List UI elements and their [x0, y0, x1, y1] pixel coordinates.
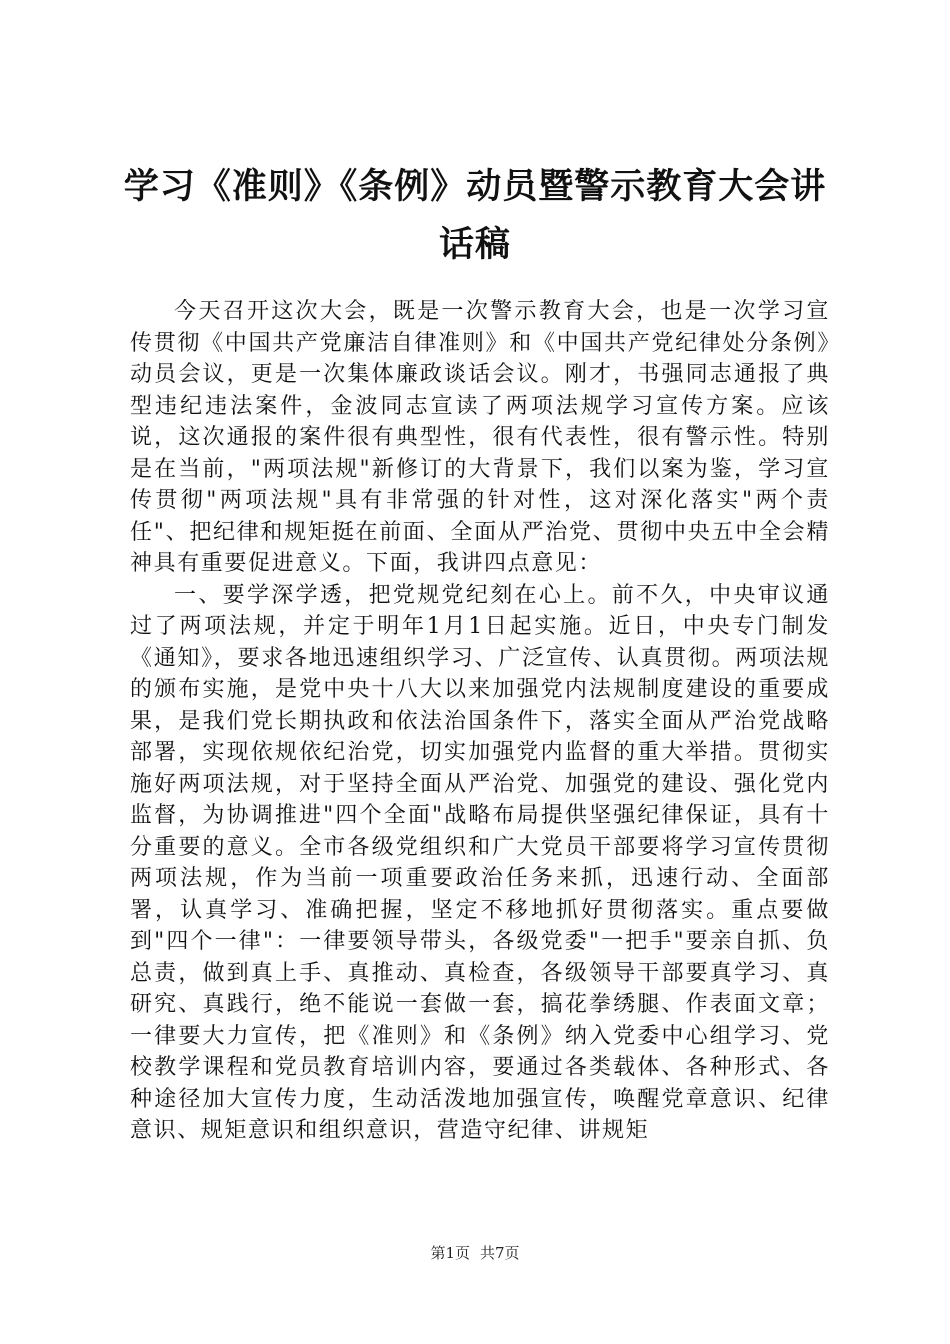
page-number: 第1页: [430, 1244, 470, 1262]
document-title: 学习《准则》《条例》动员暨警示教育大会讲话稿: [123, 166, 827, 265]
page-footer: [0, 1242, 950, 1263]
body-paragraph-2: 一、要学深学透，把党规党纪刻在心上。前不久，中央审议通过了两项法规，并定于明年1月1日起实施。近日，中央专门制发《通知》，要求各地迅速组织学习、广泛宣传、认真贯彻。两项法规的颁布实施，是党中央十八大以来加强党内法规制度建设的重要成果，是我们党长期执政和依法治国条件下，落实全面从严治党战略部署，实现依规依纪治党，切实加强党内监督的重大举措。贯彻实施好两项法规，对于坚持全面从严治党、加强党的建设、强化党内监督，为协调推进"四个全面"战略布局提供坚强纪律保证，具有十分重要的意义。全市各级党组织和广大党员干部要将学习宣传贯彻两项法规，作为当前一项重要政治任务来抓，迅速行动、全面部署，认真学习、准确把握，坚定不移地抓好贯彻落实。重点要做到"四个一律"：一律要领导带头，各级党委"一把手"要亲自抓、负总责，做到真上手、真推动、真检查，各级领导干部要真学习、真研究、真践行，绝不能说一套做一套，搞花拳绣腿、作表面文章；一律要大力宣传，把《准则》和《条例》纳入党委中心组学习、党校教学课程和党员教育培训内容，要通过各类载体、各种形式、各种途径加大宣传力度，生动活泼地加强宣传，唤醒党章意识、纪律意识、规矩意识和组织意识，营造守纪律、讲规矩: [130, 582, 830, 1143]
document-body: [130, 296, 830, 1147]
page-total: 共7页: [480, 1244, 520, 1262]
body-paragraph-1: 今天召开这次大会，既是一次警示教育大会，也是一次学习宣传贯彻《中国共产党廉洁自律准则》和《中国共产党纪律处分条例》动员会议，更是一次集体廉政谈话会议。刚才，书强同志通报了典型违纪违法案件，金波同志宣读了两项法规学习宣传方案。应该说，这次通报的案件很有典型性，很有代表性，很有警示性。特别是在当前，"两项法规"新修订的大背景下，我们以案为鉴，学习宣传贯彻"两项法规"具有非常强的针对性，这对深化落实"两个责任"、把纪律和规矩挺在前面、全面从严治党、贯彻中央五中全会精神具有重要促进意义。下面，我讲四点意见：: [130, 299, 830, 576]
